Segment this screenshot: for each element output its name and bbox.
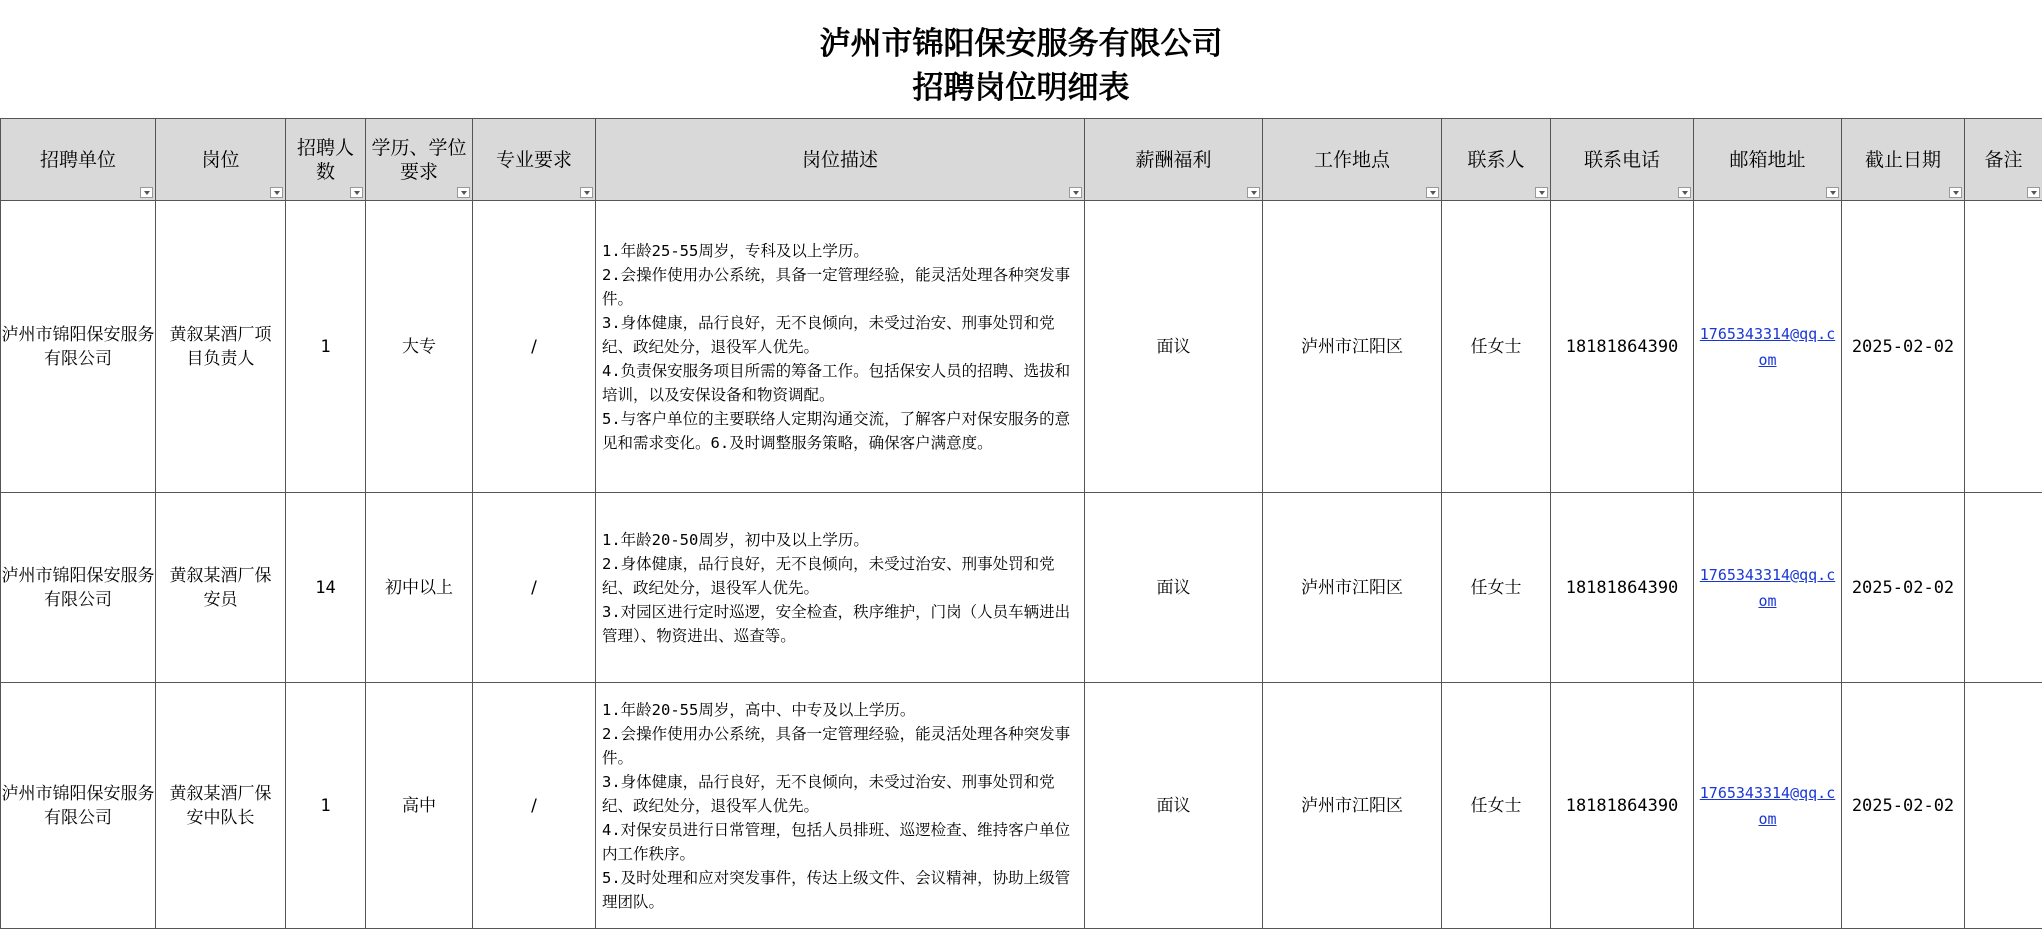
page-title xyxy=(0,22,2042,110)
header-unit[interactable]: 招聘单位 xyxy=(1,119,156,201)
desc-line: 4.对保安员进行日常管理，包括人员排班、巡逻检查、维持客户单位内工作秩序。 xyxy=(602,820,1071,863)
filter-dropdown-icon[interactable] xyxy=(1247,187,1260,198)
filter-dropdown-icon[interactable] xyxy=(580,187,593,198)
cell-location[interactable]: 泸州市江阳区 xyxy=(1263,683,1442,929)
cell-note[interactable] xyxy=(1965,201,2042,493)
cell-salary[interactable]: 面议 xyxy=(1085,683,1263,929)
cell-description[interactable] xyxy=(596,201,1085,493)
desc-line: 4.负责保安服务项目所需的筹备工作。包括保安人员的招聘、选拔和培训，以及安保设备和物资调配。 xyxy=(602,361,1071,404)
desc-line: 5.与客户单位的主要联络人定期沟通交流，了解客户对保安服务的意见和需求变化。6.及时调整服务策略，确保客户满意度。 xyxy=(602,409,1071,452)
desc-line: 1.年龄20-55周岁，高中、中专及以上学历。 xyxy=(602,700,916,719)
table-row xyxy=(1,201,2042,493)
cell-major[interactable]: / xyxy=(473,683,596,929)
cell-phone[interactable]: 18181864390 xyxy=(1551,201,1694,493)
desc-line: 2.会操作使用办公系统，具备一定管理经验，能灵活处理各种突发事件。 xyxy=(602,265,1071,308)
cell-phone[interactable]: 18181864390 xyxy=(1551,493,1694,683)
header-education[interactable]: 学历、学位要求 xyxy=(366,119,473,201)
header-row xyxy=(1,119,2042,201)
recruitment-table xyxy=(0,118,2042,929)
filter-dropdown-icon[interactable] xyxy=(1426,187,1439,198)
header-major[interactable]: 专业要求 xyxy=(473,119,596,201)
cell-deadline[interactable]: 2025-02-02 xyxy=(1842,683,1965,929)
cell-location[interactable]: 泸州市江阳区 xyxy=(1263,201,1442,493)
desc-line: 1.年龄25-55周岁，专科及以上学历。 xyxy=(602,241,869,260)
desc-line: 2.身体健康，品行良好，无不良倾向，未受过治安、刑事处罚和党纪、政纪处分，退役军人优先。 xyxy=(602,554,1055,597)
header-description[interactable]: 岗位描述 xyxy=(596,119,1085,201)
cell-unit[interactable]: 泸州市锦阳保安服务有限公司 xyxy=(1,683,156,929)
cell-location[interactable]: 泸州市江阳区 xyxy=(1263,493,1442,683)
desc-line: 2.会操作使用办公系统，具备一定管理经验，能灵活处理各种突发事件。 xyxy=(602,724,1071,767)
header-position[interactable]: 岗位 xyxy=(156,119,286,201)
cell-contact[interactable]: 任女士 xyxy=(1442,201,1551,493)
cell-position[interactable]: 黄叙某酒厂保安中队长 xyxy=(156,683,286,929)
cell-contact[interactable]: 任女士 xyxy=(1442,683,1551,929)
filter-dropdown-icon[interactable] xyxy=(457,187,470,198)
cell-deadline[interactable]: 2025-02-02 xyxy=(1842,493,1965,683)
filter-dropdown-icon[interactable] xyxy=(1678,187,1691,198)
cell-major[interactable]: / xyxy=(473,201,596,493)
desc-line: 3.对园区进行定时巡逻，安全检查，秩序维护，门岗（人员车辆进出管理）、物资进出、巡查等。 xyxy=(602,602,1071,645)
header-deadline[interactable]: 截止日期 xyxy=(1842,119,1965,201)
filter-dropdown-icon[interactable] xyxy=(1535,187,1548,198)
filter-dropdown-icon[interactable] xyxy=(140,187,153,198)
cell-salary[interactable]: 面议 xyxy=(1085,493,1263,683)
cell-email[interactable] xyxy=(1694,201,1842,493)
table-row xyxy=(1,683,2042,929)
cell-education[interactable]: 大专 xyxy=(366,201,473,493)
email-link[interactable]: 1765343314@qq.com xyxy=(1699,783,1836,828)
cell-unit[interactable]: 泸州市锦阳保安服务有限公司 xyxy=(1,493,156,683)
header-count[interactable]: 招聘人数 xyxy=(286,119,366,201)
header-salary[interactable]: 薪酬福利 xyxy=(1085,119,1263,201)
header-note[interactable]: 备注 xyxy=(1965,119,2042,201)
filter-dropdown-icon[interactable] xyxy=(1069,187,1082,198)
cell-description[interactable] xyxy=(596,683,1085,929)
cell-email[interactable] xyxy=(1694,493,1842,683)
cell-deadline[interactable]: 2025-02-02 xyxy=(1842,201,1965,493)
cell-count[interactable]: 1 xyxy=(286,683,366,929)
cell-count[interactable]: 1 xyxy=(286,201,366,493)
cell-position[interactable]: 黄叙某酒厂保安员 xyxy=(156,493,286,683)
desc-line: 1.年龄20-50周岁，初中及以上学历。 xyxy=(602,530,869,549)
email-link[interactable]: 1765343314@qq.com xyxy=(1699,324,1836,369)
cell-note[interactable] xyxy=(1965,683,2042,929)
cell-count[interactable]: 14 xyxy=(286,493,366,683)
header-phone[interactable]: 联系电话 xyxy=(1551,119,1694,201)
filter-dropdown-icon[interactable] xyxy=(1826,187,1839,198)
header-location[interactable]: 工作地点 xyxy=(1263,119,1442,201)
filter-dropdown-icon[interactable] xyxy=(270,187,283,198)
header-email[interactable]: 邮箱地址 xyxy=(1694,119,1842,201)
cell-salary[interactable]: 面议 xyxy=(1085,201,1263,493)
cell-unit[interactable]: 泸州市锦阳保安服务有限公司 xyxy=(1,201,156,493)
cell-education[interactable]: 高中 xyxy=(366,683,473,929)
header-contact[interactable]: 联系人 xyxy=(1442,119,1551,201)
cell-phone[interactable]: 18181864390 xyxy=(1551,683,1694,929)
cell-contact[interactable]: 任女士 xyxy=(1442,493,1551,683)
title-line-2: 招聘岗位明细表 xyxy=(912,70,1130,106)
cell-email[interactable] xyxy=(1694,683,1842,929)
desc-line: 5.及时处理和应对突发事件，传达上级文件、会议精神，协助上级管理团队。 xyxy=(602,868,1071,911)
desc-line: 3.身体健康，品行良好，无不良倾向，未受过治安、刑事处罚和党纪、政纪处分，退役军人优先。 xyxy=(602,772,1055,815)
cell-note[interactable] xyxy=(1965,493,2042,683)
cell-major[interactable]: / xyxy=(473,493,596,683)
desc-line: 3.身体健康，品行良好，无不良倾向，未受过治安、刑事处罚和党纪、政纪处分，退役军人优先。 xyxy=(602,313,1055,356)
filter-dropdown-icon[interactable] xyxy=(350,187,363,198)
table-row xyxy=(1,493,2042,683)
title-line-1: 泸州市锦阳保安服务有限公司 xyxy=(819,26,1223,62)
cell-position[interactable]: 黄叙某酒厂项目负责人 xyxy=(156,201,286,493)
filter-dropdown-icon[interactable] xyxy=(1949,187,1962,198)
email-link[interactable]: 1765343314@qq.com xyxy=(1699,565,1836,610)
cell-education[interactable]: 初中以上 xyxy=(366,493,473,683)
filter-dropdown-icon[interactable] xyxy=(2027,187,2040,198)
cell-description[interactable] xyxy=(596,493,1085,683)
